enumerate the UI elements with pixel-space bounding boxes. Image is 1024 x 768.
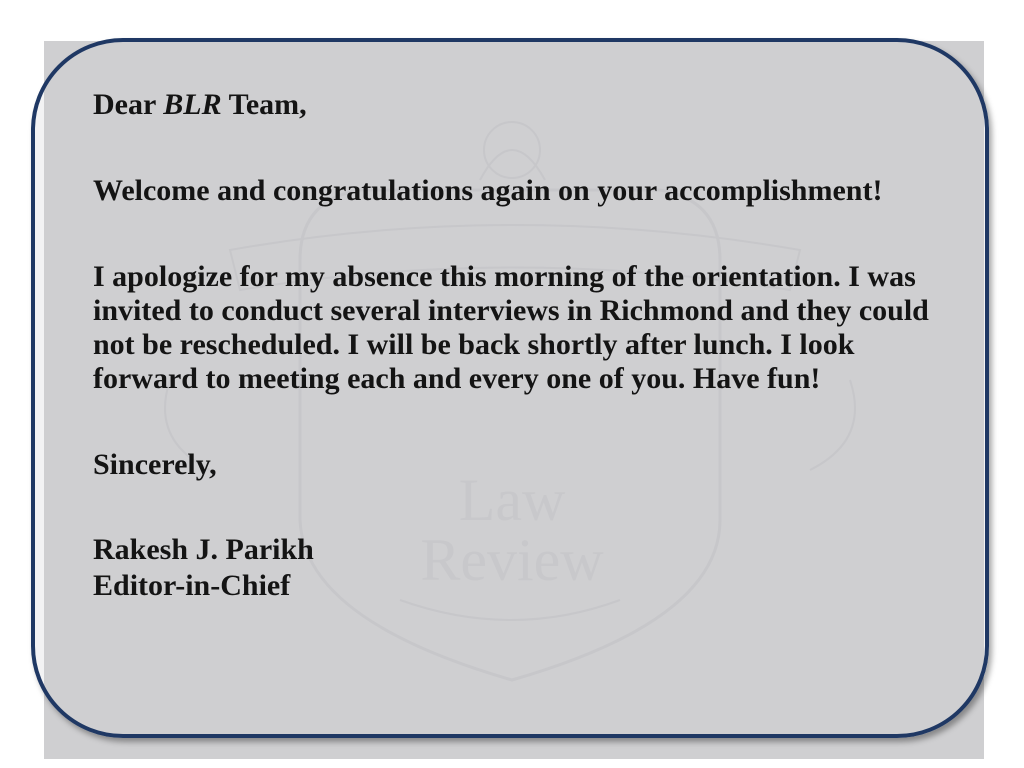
salutation-prefix: Dear xyxy=(93,88,156,121)
welcome-paragraph: Welcome and congratulations again on your accomplishment! xyxy=(93,174,883,207)
apology-paragraph: I apologize for my absence this morning of the orientation. I was invited to conduct several interviews in Richmond and they could not be rescheduled. I will be back shortly after lunch. I look forward to meeting each and every one of you. Have fun! xyxy=(93,260,929,395)
watermark-line-2: Review xyxy=(420,527,604,593)
salutation-suffix: Team, xyxy=(228,88,307,121)
watermark-line-1: Law xyxy=(458,467,566,533)
closing: Sincerely, xyxy=(93,448,217,481)
letter-body xyxy=(93,88,933,604)
signer-name: Rakesh J. Parikh xyxy=(93,533,314,566)
salutation xyxy=(93,88,933,122)
signer-title: Editor-in-Chief xyxy=(93,569,291,602)
salutation-emphasis: BLR xyxy=(163,88,222,121)
